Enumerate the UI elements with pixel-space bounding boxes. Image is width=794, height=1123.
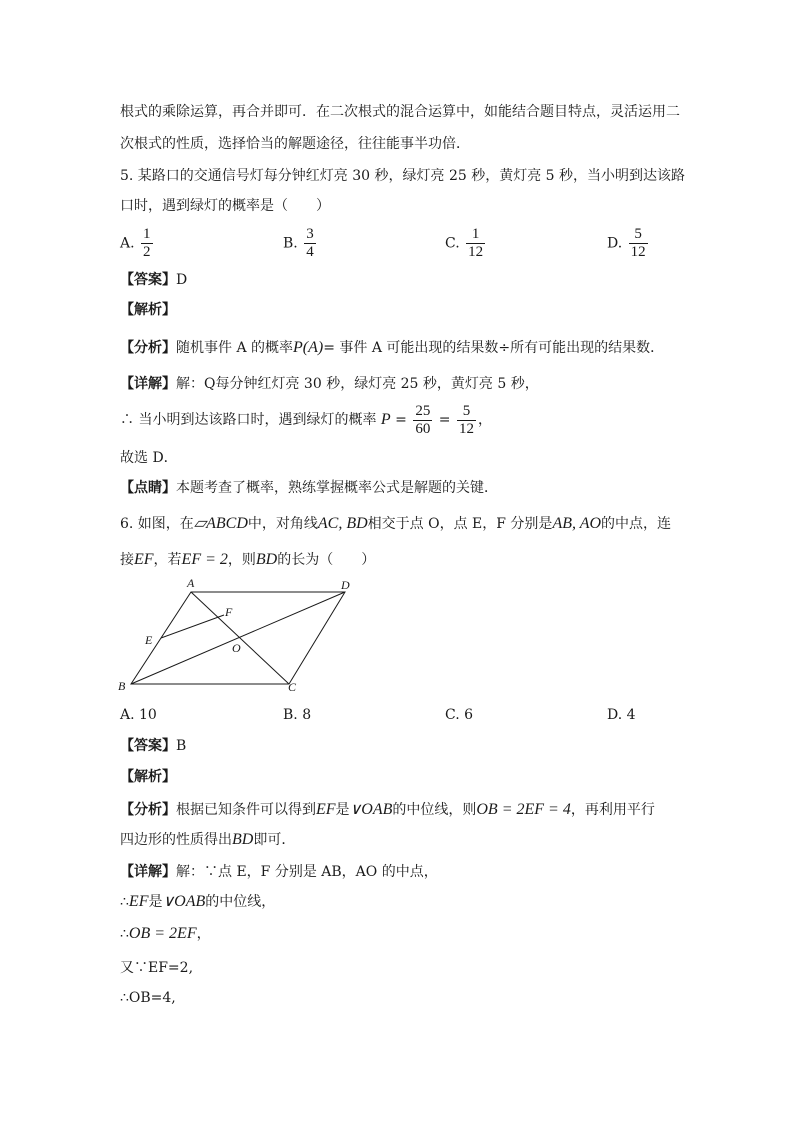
diagonal-ac [191, 592, 289, 684]
label-b: B [118, 679, 126, 693]
q6-option-a[interactable]: A. 10 [120, 707, 157, 723]
q5-xiangjie: 【详解】解：Q每分钟红灯亮 30 秒，绿灯亮 25 秒，黄灯亮 5 秒， [120, 376, 539, 392]
q6-stem-line-1: 6. 如图，在▱ABCD中，对角线AC, BD相交于点 O，点 E，F 分别是AB, AO的中点，连 [120, 515, 672, 532]
q5-conclusion: ∴ 当小明到达该路口时，遇到绿灯的概率 P = $\frac{25}{60}$ = $\frac{5}{12}$ ， [120, 402, 492, 437]
q5-option-d-fraction: $\frac{5}{12}$ [630, 226, 646, 260]
label-c: C [288, 680, 297, 694]
q6-step-3: 又∵EF=2, [120, 960, 194, 976]
q5-dianjing: 【点睛】本题考查了概率，熟练掌握概率公式是解题的关键． [120, 480, 498, 496]
q5-fenxi: 【分析】随机事件 A 的概率P(A)= 事件 A 可能出现的结果数÷所有可能出现的结果数． [120, 339, 665, 356]
parallelogram-figure [115, 574, 365, 698]
q5-choose: 故选 D． [120, 450, 178, 466]
q5-option-c-fraction: $\frac{1}{12}$ [468, 226, 484, 260]
q6-analysis-title: 【解析】 [120, 769, 176, 785]
q5-option-c[interactable]: C. $\frac{1}{12}$ [445, 226, 484, 260]
q6-step-4: ∴OB=4, [120, 990, 176, 1006]
intro-line-1: 根式的乘除运算，再合并即可．在二次根式的混合运算中，如能结合题目特点，灵活运用二 [120, 104, 680, 120]
q5-option-a-fraction: $\frac{1}{2}$ [143, 226, 151, 260]
label-d: D [341, 578, 350, 592]
q5-option-b-fraction: $\frac{3}{4}$ [306, 226, 314, 260]
q5-fraction-25-60: $\frac{25}{60}$ [415, 402, 431, 437]
q5-answer: 【答案】D [120, 272, 188, 288]
diagonal-bd [131, 592, 345, 684]
q6-step-2: ∴OB = 2EF， [120, 925, 211, 942]
q5-stem-line-1: 5. 某路口的交通信号灯每分钟红灯亮 30 秒，绿灯亮 25 秒，黄灯亮 5 秒，当小明到达该路 [120, 168, 686, 184]
segment-ef [161, 615, 224, 638]
q5-option-b[interactable]: B. $\frac{3}{4}$ [283, 226, 314, 260]
q6-stem-line-2: 接EF，若EF = 2，则BD的长为（ ） [120, 551, 376, 568]
q6-answer: 【答案】B [120, 738, 187, 754]
q6-option-d[interactable]: D. 4 [607, 707, 636, 723]
q5-option-d[interactable]: D. $\frac{5}{12}$ [607, 226, 646, 260]
q6-option-c[interactable]: C. 6 [445, 707, 474, 723]
q6-fenxi-line-2: 四边形的性质得出BD即可． [120, 831, 296, 848]
q6-fenxi-line-1: 【分析】根据已知条件可以得到EF是∨OAB的中位线，则OB = 2EF = 4，再利用平行 [120, 801, 655, 818]
label-f: F [225, 605, 233, 619]
label-o: O [232, 641, 241, 655]
label-a: A [187, 576, 195, 590]
q5-stem-line-2: 口时，遇到绿灯的概率是（ ） [120, 198, 330, 214]
q6-step-1: ∴EF是∨OAB的中位线， [120, 893, 276, 910]
q5-fraction-5-12: $\frac{5}{12}$ [458, 402, 474, 437]
label-e: E [145, 633, 153, 647]
q5-analysis-title: 【解析】 [120, 302, 176, 318]
q6-xiangjie: 【详解】解：∵点 E，F 分别是 AB，AO 的中点， [120, 864, 438, 880]
intro-line-2: 次根式的性质，选择恰当的解题途径，往往能事半功倍． [120, 136, 470, 152]
q6-option-b[interactable]: B. 8 [283, 707, 312, 723]
q5-option-a[interactable]: A. $\frac{1}{2}$ [120, 226, 151, 260]
